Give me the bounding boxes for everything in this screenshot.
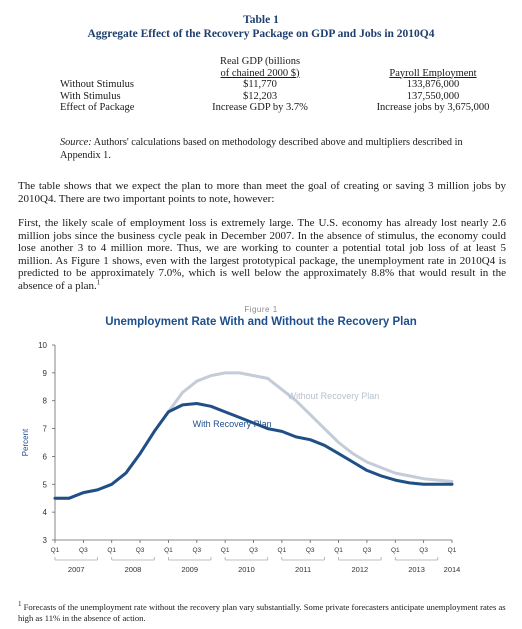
x-tick-label: Q1 bbox=[220, 547, 230, 554]
year-label: 2009 bbox=[181, 565, 199, 574]
x-tick-label: Q1 bbox=[334, 547, 343, 554]
y-tick-label: 9 bbox=[42, 368, 47, 378]
x-tick-label: Q1 bbox=[277, 547, 287, 554]
table-row bbox=[60, 79, 518, 91]
footnote-text: Forecasts of the unemployment rate without the recovery plan vary substantially. Some private forecasters anticipate unemployment rates as high as 11% in the absence of action. bbox=[18, 602, 506, 623]
body-paragraph-2 bbox=[18, 217, 506, 292]
row-gdp: $11,770 bbox=[243, 79, 277, 90]
y-axis-label: Percent bbox=[21, 428, 30, 457]
x-tick-label: Q1 bbox=[164, 547, 173, 554]
y-tick-label: 6 bbox=[42, 452, 47, 462]
gdp-header bbox=[180, 56, 340, 79]
year-label: 2014 bbox=[443, 565, 461, 574]
x-tick-label: Q1 bbox=[390, 547, 400, 554]
with-plan-label: With Recovery Plan bbox=[192, 419, 272, 429]
y-tick-label: 3 bbox=[42, 536, 47, 545]
y-tick-label: 7 bbox=[42, 424, 47, 434]
row-label: Effect of Package bbox=[60, 102, 135, 113]
x-tick-label: Q3 bbox=[135, 547, 145, 554]
year-label: 2010 bbox=[238, 565, 255, 574]
footnote-reference: 1 bbox=[96, 277, 101, 286]
y-tick-label: 8 bbox=[42, 396, 47, 406]
source-label: Source: bbox=[60, 137, 92, 148]
gdp-header-line2: of chained 2000 $) bbox=[220, 67, 300, 79]
x-tick-label: Q3 bbox=[249, 547, 258, 554]
row-label: Without Stimulus bbox=[60, 79, 134, 90]
y-tick-label: 4 bbox=[42, 508, 47, 518]
y-tick-label: 10 bbox=[38, 341, 47, 350]
with-plan-line bbox=[55, 404, 452, 499]
year-label: 2013 bbox=[408, 565, 425, 574]
y-tick-label: 5 bbox=[42, 480, 47, 490]
footnote-mark: 1 bbox=[18, 600, 22, 609]
row-jobs: 133,876,000 bbox=[406, 79, 460, 90]
table-title: Table 1 bbox=[243, 14, 279, 26]
table-header-row bbox=[60, 56, 518, 79]
body-paragraph-1: The table shows that we expect the plan to more than meet the goal of creating or saving 3 million jobs by 2010Q4. There are two important points to note, however: bbox=[18, 180, 506, 205]
year-label: 2007 bbox=[67, 565, 85, 574]
without-plan-label: Without Recovery Plan bbox=[287, 390, 380, 401]
x-tick-label: Q3 bbox=[362, 547, 372, 554]
header-empty bbox=[60, 56, 180, 79]
row-jobs: 137,550,000 bbox=[406, 90, 460, 102]
row-label: With Stimulus bbox=[60, 90, 121, 102]
table-row bbox=[60, 102, 518, 114]
year-label: 2012 bbox=[351, 565, 369, 574]
unemployment-chart bbox=[0, 330, 522, 590]
x-tick-label: Q1 bbox=[107, 547, 117, 554]
jobs-header: Payroll Employment bbox=[389, 67, 477, 79]
chart-title: Unemployment Rate With and Without the Recovery Plan bbox=[105, 316, 417, 328]
row-gdp: Increase GDP by 3.7% bbox=[212, 102, 308, 113]
gdp-header-line1: Real GDP (billions bbox=[219, 56, 301, 67]
footnote bbox=[18, 602, 506, 623]
x-tick-label: Q3 bbox=[79, 547, 88, 554]
row-gdp: $12,203 bbox=[242, 90, 278, 102]
x-tick-label: Q3 bbox=[419, 547, 428, 554]
year-label: 2008 bbox=[124, 565, 142, 574]
table-row bbox=[60, 91, 518, 103]
table-subtitle: Aggregate Effect of the Recovery Package on GDP and Jobs in 2010Q4 bbox=[87, 28, 435, 40]
x-tick-label: Q3 bbox=[192, 547, 202, 554]
row-jobs: Increase jobs by 3,675,000 bbox=[376, 102, 490, 113]
gdp-jobs-table bbox=[60, 56, 518, 114]
x-tick-label: Q1 bbox=[447, 547, 457, 554]
paragraph-2-text: First, the likely scale of employment loss is extremely large. The U.S. economy has already lost nearly 2.6 million jobs since the business cycle peak in December 2007. In the absence of stimulus, the economy could lose another 3 to 4 million more. Thus, we are working to counter a potential total job loss of at least 5 million. As Figure 1 shows, even with the largest prototypical package, the unemployment rate in 2010Q4 is predicted to be approximately 7.0%, which is well below the approximately 8.8% that would result in the absence of a plan. bbox=[18, 217, 506, 292]
table-source-note bbox=[60, 137, 465, 162]
year-label: 2011 bbox=[295, 565, 312, 574]
figure-label: Figure 1 bbox=[244, 305, 278, 314]
x-tick-label: Q3 bbox=[305, 547, 315, 554]
x-tick-label: Q1 bbox=[50, 547, 60, 554]
source-text: Authors' calculations based on methodology described above and multipliers described in Appendix 1. bbox=[60, 137, 463, 161]
